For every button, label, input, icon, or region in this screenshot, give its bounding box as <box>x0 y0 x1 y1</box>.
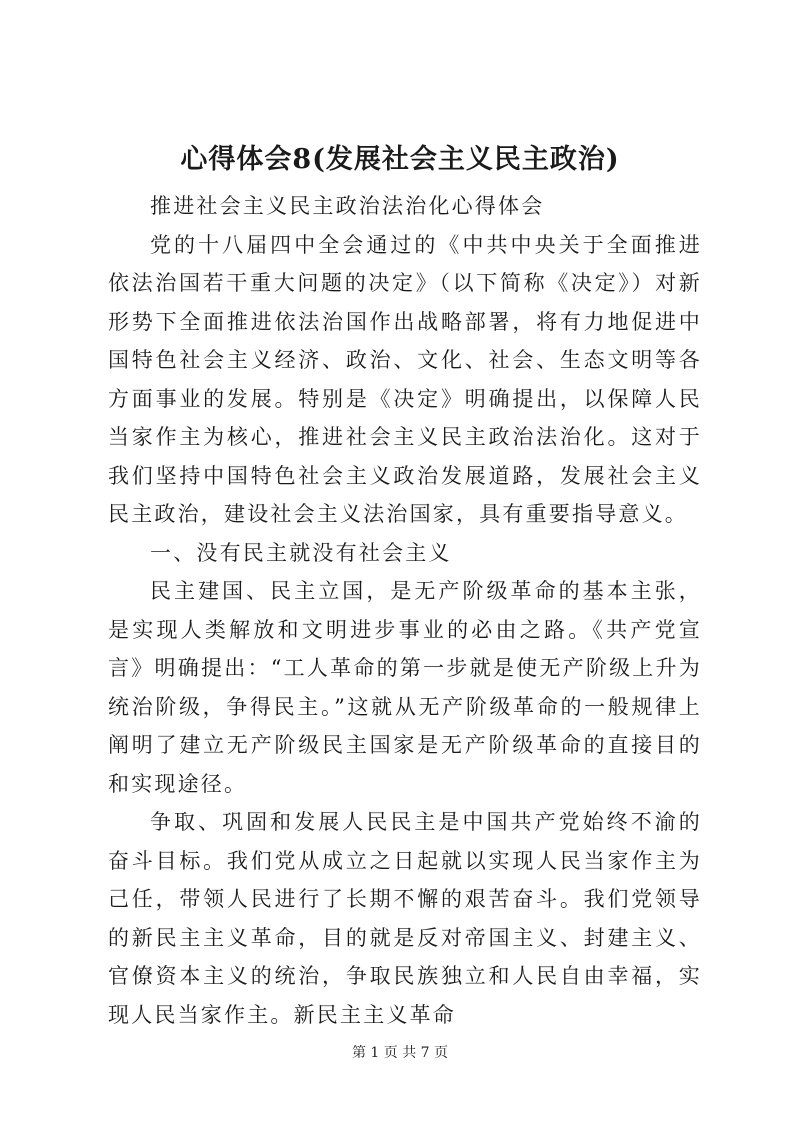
subtitle-paragraph: 推进社会主义民主政治法治化心得体会 <box>150 194 545 218</box>
body-paragraph: 民主建国、民主立国，是无产阶级革命的基本主张，是实现人类解放和文明进步事业的必由之路。《共产党宣言》明确提出：“工人革命的第一步就是使无产阶级上升为统治阶级，争得民主。”这就从无产阶级革命的一般规律上阐明了建立无产阶级民主国家是无产阶级革命的直接目的和实现途径。 <box>108 579 702 796</box>
body-paragraph: 争取、巩固和发展人民民主是中国共产党始终不渝的奋斗目标。我们党从成立之日起就以实现人民当家作主为己任，带领人民进行了长期不懈的艰苦奋斗。我们党领导的新民主主义革命，目的就是反对帝国主义、封建主义、官僚资本主义的统治，争取民族独立和人民自由幸福，实现人民当家作主。新民主主义革命 <box>108 810 702 1027</box>
document-title: 心得体会8(发展社会主义民主政治) <box>180 144 620 175</box>
page-footer: 第 1 页 共 7 页 <box>351 1045 449 1061</box>
intro-paragraph: 党的十八届四中全会通过的《中共中央关于全面推进依法治国若干重大问题的决定》（以下简称《决定》）对新形势下全面推进依法治国作出战略部署，将有力地促进中国特色社会主义经济、政治、文化、社会、生态文明等各方面事业的发展。特别是《决定》明确提出，以保障人民当家作主为核心，推进社会主义民主政治法治化。这对于我们坚持中国特色社会主义政治发展道路，发展社会主义民主政治，建设社会主义法治国家，具有重要指导意义。 <box>108 232 702 526</box>
section-heading: 一、没有民主就没有社会主义 <box>150 540 452 565</box>
document-body <box>108 187 702 1034</box>
